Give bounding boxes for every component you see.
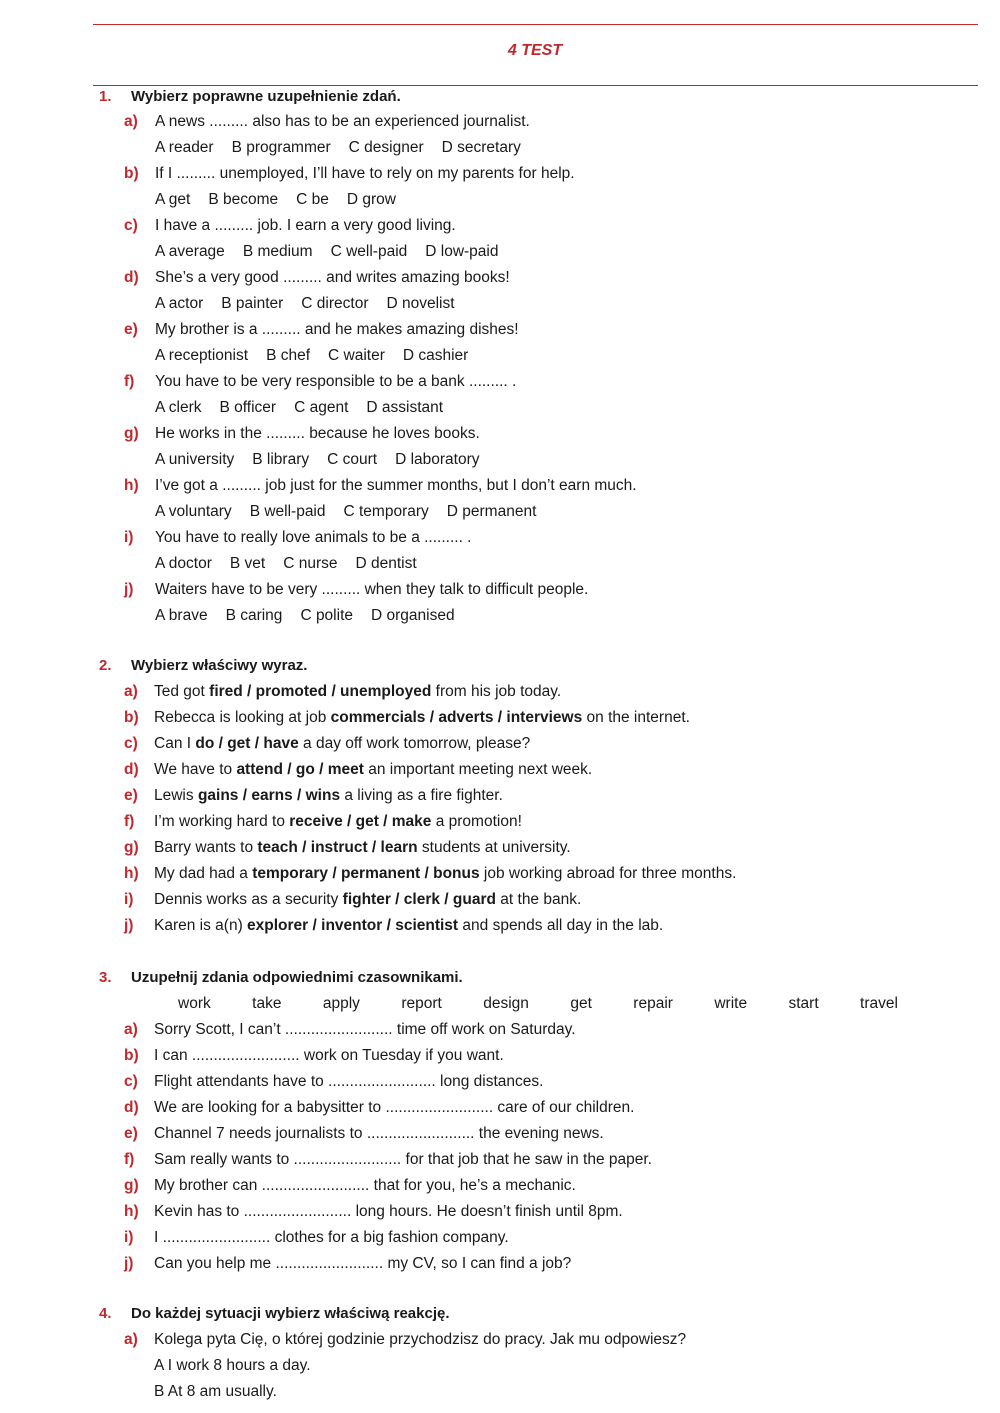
answer-option[interactable]: B programmer bbox=[231, 139, 331, 156]
sentence-before: We have to bbox=[154, 761, 237, 778]
item-letter: f) bbox=[124, 813, 135, 830]
item-letter: e) bbox=[124, 321, 138, 338]
item-letter: e) bbox=[124, 787, 138, 804]
answer-options bbox=[155, 447, 498, 473]
top-rule bbox=[93, 24, 978, 25]
question-text: A news ......... also has to be an experienced journalist. bbox=[155, 113, 530, 130]
sentence-after: from his job today. bbox=[431, 683, 562, 700]
question-text: He works in the ......... because he loves books. bbox=[155, 425, 480, 442]
answer-option[interactable]: D low-paid bbox=[425, 243, 499, 260]
item-letter: g) bbox=[124, 1177, 139, 1194]
answer-option[interactable]: C be bbox=[296, 191, 329, 208]
answer-option[interactable]: A university bbox=[155, 451, 235, 468]
answer-option[interactable]: A actor bbox=[155, 295, 204, 312]
answer-option[interactable]: C director bbox=[301, 295, 369, 312]
word-bank-item: travel bbox=[860, 995, 898, 1012]
answer-option[interactable]: D laboratory bbox=[395, 451, 480, 468]
answer-option[interactable]: B caring bbox=[225, 607, 283, 624]
answer-options bbox=[155, 291, 473, 317]
answer-option[interactable]: B well-paid bbox=[249, 503, 326, 520]
sentence-before: Lewis bbox=[154, 787, 198, 804]
answer-option[interactable]: C designer bbox=[348, 139, 424, 156]
word-bank-item: take bbox=[252, 995, 282, 1012]
item-letter: f) bbox=[124, 373, 135, 390]
question-text: Waiters have to be very ......... when they talk to difficult people. bbox=[155, 581, 589, 598]
section-number: 3. bbox=[99, 969, 112, 986]
item-letter: b) bbox=[124, 165, 139, 182]
answer-option[interactable]: C nurse bbox=[283, 555, 338, 572]
item-letter: j) bbox=[124, 917, 134, 934]
answer-option[interactable]: D secretary bbox=[441, 139, 521, 156]
sentence-text bbox=[154, 757, 592, 783]
section-number: 1. bbox=[99, 88, 112, 105]
answer-option[interactable]: A reader bbox=[155, 139, 214, 156]
gap-sentence-text: Sorry Scott, I can’t ......................... time off work on Saturday. bbox=[154, 1021, 576, 1038]
item-letter: e) bbox=[124, 1125, 138, 1142]
answer-option[interactable]: D novelist bbox=[386, 295, 455, 312]
sentence-before: My dad had a bbox=[154, 865, 253, 882]
answer-option[interactable]: C polite bbox=[300, 607, 353, 624]
sentence-text bbox=[154, 731, 530, 757]
item-letter: d) bbox=[124, 761, 139, 778]
answer-options bbox=[155, 395, 461, 421]
item-letter: c) bbox=[124, 735, 138, 752]
sentence-after: job working abroad for three months. bbox=[479, 865, 737, 882]
answer-option[interactable]: A get bbox=[155, 191, 191, 208]
word-choices[interactable]: attend / go / meet bbox=[236, 761, 364, 778]
gap-sentence-text: Sam really wants to ......................... for that job that he saw in the paper. bbox=[154, 1151, 652, 1168]
answer-options bbox=[155, 135, 539, 161]
item-letter: a) bbox=[124, 683, 138, 700]
section-number: 4. bbox=[99, 1305, 112, 1322]
answer-option[interactable]: D grow bbox=[346, 191, 396, 208]
word-choices[interactable]: do / get / have bbox=[195, 735, 299, 752]
answer-option[interactable]: C well-paid bbox=[330, 243, 408, 260]
sentence-before: Karen is a(n) bbox=[154, 917, 248, 934]
page-title: 4 TEST bbox=[507, 42, 563, 59]
word-bank-item: apply bbox=[322, 995, 360, 1012]
gap-sentence-text: Kevin has to ......................... long hours. He doesn’t finish until 8pm. bbox=[154, 1203, 623, 1220]
answer-option[interactable]: A voluntary bbox=[155, 503, 232, 520]
section-instruction: Wybierz właściwy wyraz. bbox=[131, 657, 308, 674]
item-letter: i) bbox=[124, 891, 134, 908]
item-letter: j) bbox=[124, 1255, 134, 1272]
question-text: If I ......... unemployed, I’ll have to rely on my parents for help. bbox=[155, 165, 575, 182]
item-letter: b) bbox=[124, 1047, 139, 1064]
answer-option[interactable]: C agent bbox=[294, 399, 349, 416]
sentence-after: students at university. bbox=[417, 839, 571, 856]
sentence-text bbox=[154, 783, 503, 809]
question-text: My brother is a ......... and he makes amazing dishes! bbox=[155, 321, 519, 338]
answer-option[interactable]: C court bbox=[327, 451, 378, 468]
sentence-before: I’m working hard to bbox=[154, 813, 290, 830]
sentence-before: Ted got bbox=[154, 683, 210, 700]
item-letter: d) bbox=[124, 269, 139, 286]
answer-option[interactable]: A I work 8 hours a day. bbox=[154, 1357, 311, 1374]
answer-option[interactable]: D permanent bbox=[446, 503, 537, 520]
item-letter: c) bbox=[124, 217, 138, 234]
word-bank-item: design bbox=[483, 995, 529, 1012]
sentence-text bbox=[154, 861, 736, 887]
sentence-text bbox=[154, 835, 571, 861]
question-text: I have a ......... job. I earn a very good living. bbox=[155, 217, 456, 234]
gap-sentence-text: Can you help me ......................... my CV, so I can find a job? bbox=[154, 1255, 572, 1272]
word-bank-item: report bbox=[401, 995, 442, 1012]
word-choices[interactable]: gains / earns / wins bbox=[197, 787, 341, 804]
word-bank-item: start bbox=[788, 995, 819, 1012]
answer-option[interactable]: B officer bbox=[219, 399, 277, 416]
answer-options bbox=[155, 239, 517, 265]
answer-option[interactable]: A receptionist bbox=[155, 347, 249, 364]
word-choices[interactable]: explorer / inventor / scientist bbox=[247, 917, 459, 934]
word-choices[interactable]: fired / promoted / unemployed bbox=[209, 683, 432, 700]
word-bank bbox=[178, 991, 898, 1017]
item-letter: a) bbox=[124, 113, 138, 130]
item-letter: a) bbox=[124, 1331, 138, 1348]
answer-options bbox=[155, 343, 486, 369]
item-letter: h) bbox=[124, 1203, 139, 1220]
section-number: 2. bbox=[99, 657, 112, 674]
sentence-before: Rebecca is looking at job bbox=[154, 709, 331, 726]
answer-option[interactable]: A clerk bbox=[155, 399, 202, 416]
item-letter: i) bbox=[124, 529, 134, 546]
answer-option[interactable]: C waiter bbox=[328, 347, 385, 364]
sentence-text bbox=[154, 887, 581, 913]
answer-option[interactable]: B become bbox=[208, 191, 279, 208]
answer-option[interactable]: B chef bbox=[266, 347, 311, 364]
section-instruction: Uzupełnij zdania odpowiednimi czasownikami. bbox=[131, 969, 463, 986]
item-letter: j) bbox=[124, 581, 134, 598]
answer-options bbox=[155, 187, 414, 213]
answer-options bbox=[155, 551, 435, 577]
answer-option[interactable]: D assistant bbox=[366, 399, 444, 416]
item-letter: b) bbox=[124, 709, 139, 726]
sentence-after: and spends all day in the lab. bbox=[458, 917, 664, 934]
gap-sentence-text: My brother can ......................... that for you, he’s a mechanic. bbox=[154, 1177, 576, 1194]
word-bank-item: work bbox=[178, 995, 211, 1012]
sentence-after: a living as a fire fighter. bbox=[340, 787, 503, 804]
item-letter: c) bbox=[124, 1073, 138, 1090]
question-text: You have to really love animals to be a ......... . bbox=[155, 529, 472, 546]
gap-sentence-text: Channel 7 needs journalists to ......................... the evening news. bbox=[154, 1125, 604, 1142]
answer-options bbox=[155, 499, 554, 525]
answer-option[interactable]: C temporary bbox=[343, 503, 429, 520]
item-letter: g) bbox=[124, 425, 139, 442]
section-instruction: Wybierz poprawne uzupełnienie zdań. bbox=[131, 88, 401, 105]
answer-option[interactable]: B medium bbox=[242, 243, 313, 260]
answer-option[interactable]: A brave bbox=[155, 607, 208, 624]
sentence-after: on the internet. bbox=[582, 709, 690, 726]
gap-sentence-text: Flight attendants have to ......................... long distances. bbox=[154, 1073, 544, 1090]
question-text: You have to be very responsible to be a bank ......... . bbox=[155, 373, 517, 390]
answer-options bbox=[155, 603, 473, 629]
answer-option[interactable]: D organised bbox=[371, 607, 455, 624]
sentence-text bbox=[154, 679, 561, 705]
answer-option[interactable]: A average bbox=[155, 243, 225, 260]
sentence-before: Dennis works as a security bbox=[154, 891, 343, 908]
item-letter: g) bbox=[124, 839, 139, 856]
word-choices[interactable]: receive / get / make bbox=[289, 813, 432, 830]
sentence-before: Barry wants to bbox=[154, 839, 258, 856]
sentence-after: an important meeting next week. bbox=[363, 761, 593, 778]
sentence-after: a promotion! bbox=[431, 813, 522, 830]
sentence-before: Can I bbox=[154, 735, 196, 752]
item-letter: f) bbox=[124, 1151, 135, 1168]
sentence-after: at the bank. bbox=[495, 891, 582, 908]
item-letter: h) bbox=[124, 865, 139, 882]
word-bank-item: repair bbox=[633, 995, 673, 1012]
section-instruction: Do każdej sytuacji wybierz właściwą reakcję. bbox=[131, 1305, 450, 1322]
answer-option[interactable]: B painter bbox=[221, 295, 284, 312]
sentence-after: a day off work tomorrow, please? bbox=[298, 735, 531, 752]
word-choices[interactable]: temporary / permanent / bonus bbox=[252, 865, 480, 882]
item-letter: a) bbox=[124, 1021, 138, 1038]
question-text: I’ve got a ......... job just for the summer months, but I don’t earn much. bbox=[155, 477, 637, 494]
gap-sentence-text: I ......................... clothes for a big fashion company. bbox=[154, 1229, 509, 1246]
answer-option[interactable]: A doctor bbox=[155, 555, 212, 572]
answer-option[interactable]: B At 8 am usually. bbox=[154, 1383, 277, 1400]
answer-option[interactable]: D dentist bbox=[355, 555, 417, 572]
question-text: She’s a very good ......... and writes amazing books! bbox=[155, 269, 510, 286]
word-bank-item: write bbox=[714, 995, 748, 1012]
sentence-text bbox=[154, 913, 663, 939]
word-bank-item: get bbox=[570, 995, 592, 1012]
gap-sentence-text: I can ......................... work on Tuesday if you want. bbox=[154, 1047, 504, 1064]
item-letter: i) bbox=[124, 1229, 134, 1246]
sentence-text bbox=[154, 705, 690, 731]
word-choices[interactable]: commercials / adverts / interviews bbox=[330, 709, 583, 726]
answer-option[interactable]: B library bbox=[252, 451, 310, 468]
item-letter: h) bbox=[124, 477, 139, 494]
answer-option[interactable]: B vet bbox=[229, 555, 266, 572]
answer-option[interactable]: D cashier bbox=[402, 347, 469, 364]
word-choices[interactable]: fighter / clerk / guard bbox=[342, 891, 496, 908]
situation-text: Kolega pyta Cię, o której godzinie przychodzisz do pracy. Jak mu odpowiesz? bbox=[154, 1331, 687, 1348]
item-letter: d) bbox=[124, 1099, 139, 1116]
sentence-text bbox=[154, 809, 522, 835]
word-choices[interactable]: teach / instruct / learn bbox=[257, 839, 418, 856]
gap-sentence-text: We are looking for a babysitter to ......................... care of our children. bbox=[154, 1099, 635, 1116]
